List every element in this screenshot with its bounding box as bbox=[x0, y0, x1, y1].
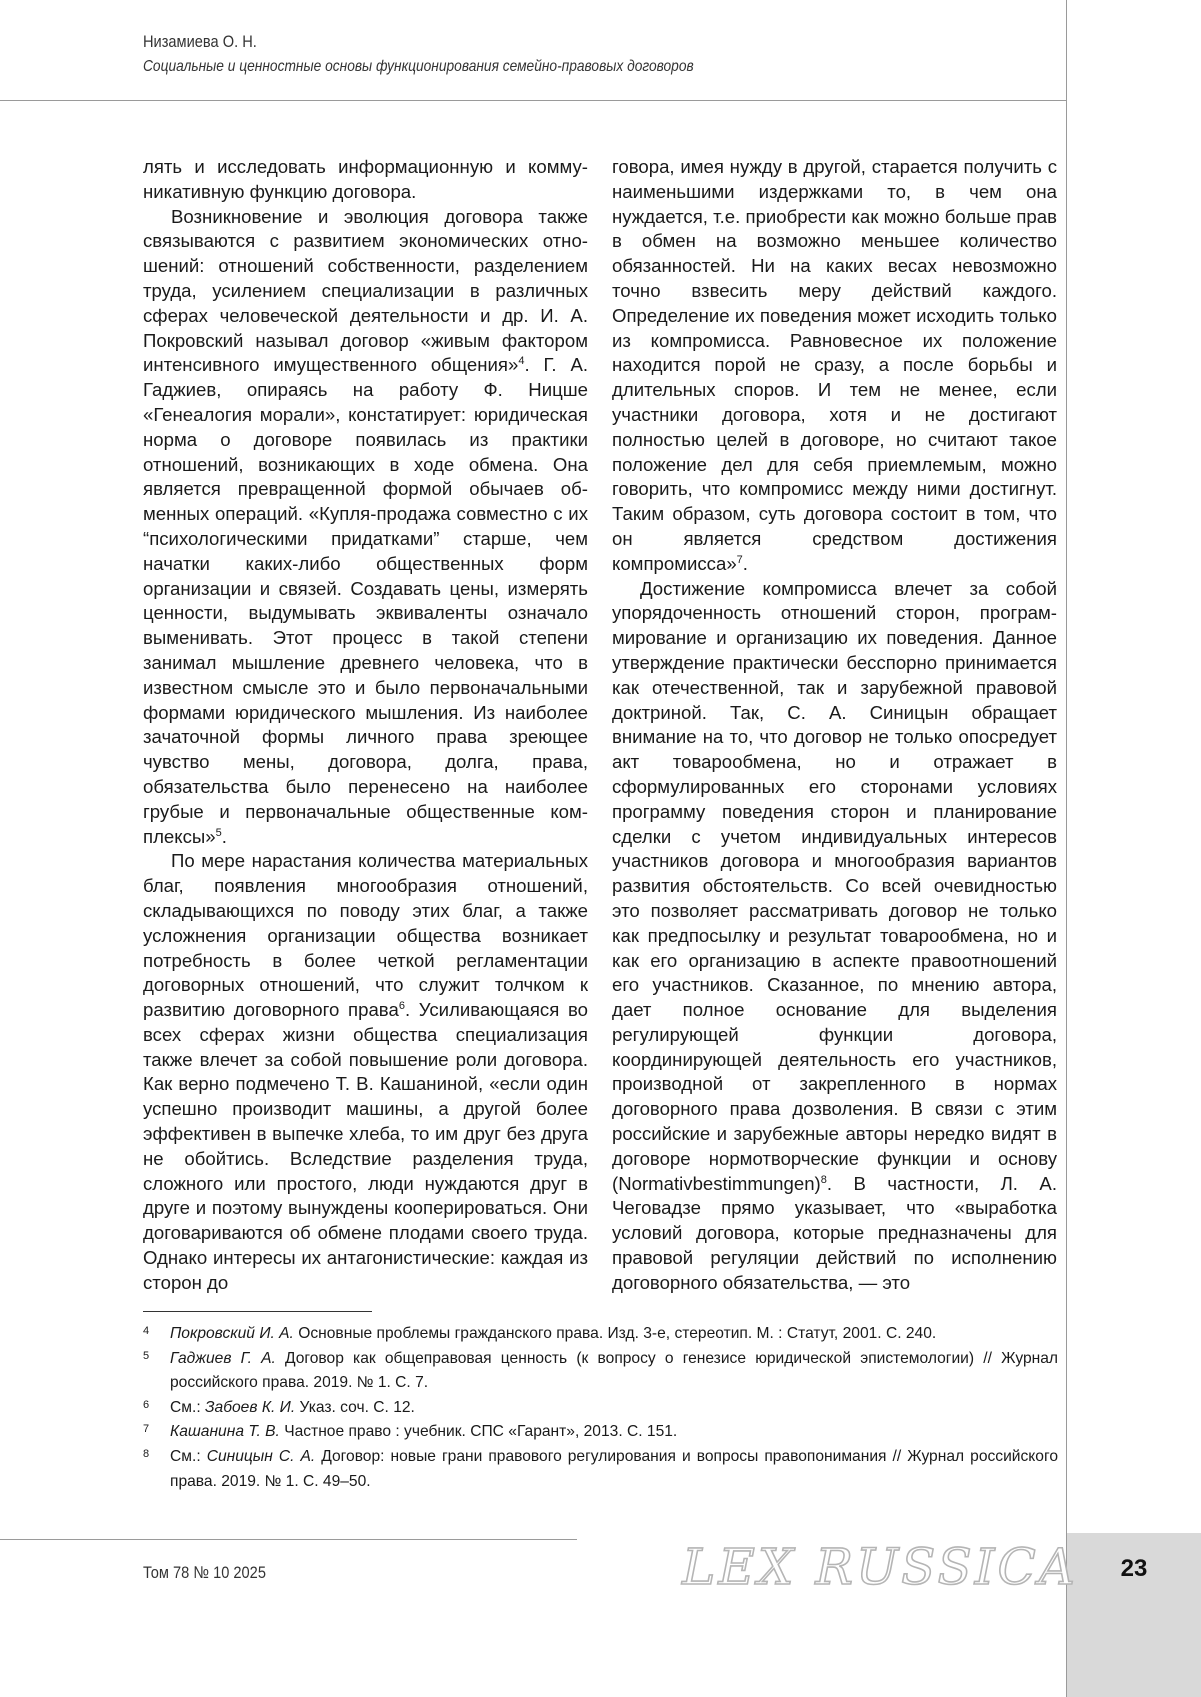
paragraph: лять и исследовать информационную и коммуникативную функцию договора. bbox=[143, 156, 588, 202]
footnote: 6 См.: Забоев К. И. Указ. соч. С. 12. bbox=[143, 1396, 1058, 1421]
footnotes bbox=[143, 1322, 1058, 1494]
page-header bbox=[0, 0, 1066, 101]
footnote-author: Забоев К. И. bbox=[204, 1398, 296, 1416]
footnote-author: Кашанина Т. В. bbox=[170, 1423, 280, 1441]
footnote: 8 См.: Синицын С. А. Договор: новые грани правового регулирования и вопросы правопонимания // Журнал российского права. 2019. № 1. С. 49–50. bbox=[143, 1445, 1058, 1494]
header-author: Низамиева О. Н. bbox=[143, 32, 257, 51]
footnote-number: 6 bbox=[143, 1398, 150, 1411]
right-margin-band bbox=[1066, 0, 1201, 1697]
footnote-ref[interactable]: 5 bbox=[215, 826, 222, 839]
footnote-author: Гаджиев Г. А. bbox=[170, 1349, 276, 1367]
paragraph: говора, имея нужду в другой, старается получить с наименьшими издержками то, в чем она нуждается, т.е. приобрести как можно больше прав в обмен на возможно меньшее количество обязанностей. Ни на каких весах невозможно точно взвесить меру действий каждого. Определение их поведения может исходить только из компромисса. Равновесное их положение находится порой не сразу, а после борьбы и длительных споров. И тем не менее, если участники договора, хотя и не достигают полностью целей в договоре, но считают такое положение дел для себя приемлемым, можно говорить, что компромисс между ними достигнут. Таким образом, суть договора состоит в том, что он является средством достижения компромисса»$^7$. bbox=[612, 156, 1057, 574]
footnote: 4 Покровский И. А. Основные проблемы гражданского права. Изд. 3-е, стереотип. М. : Статут, 2001. С. 240. bbox=[143, 1322, 1058, 1347]
issue-info: Том 78 № 10 2025 bbox=[143, 1563, 266, 1582]
right-column bbox=[612, 155, 1057, 1296]
paragraph: Достижение компромисса влечет за собой упорядоченность отношений сторон, программирование и организацию их поведения. Данное утверждение практически бесспорно принимается как отечественной, так и зарубежной правовой доктриной. Так, С. А. Синицын обращает внимание на то, что договор не только опосредует акт товарообмена, но и отражает в сформулированных его сторонами условиях программу поведения сторон и планирование сделки с учетом индивидуальных интересов участников договора и многообразия вариантов развития обстоятельств. Со всей очевидностью это позволяет рассматривать договор не только как предпосылку и результат товарообмена, но и как его организацию в аспекте правоотношений его участников. Сказанное, по мнению автора, дает полное основание для выделения регулирующей функции договора, координирующей деятельность его участников, производной от закрепленного в нормах договорного права дозволения. В связи с этим российские и зарубежные авторы нередко видят в договоре нормотворческие функции и основу (Normativbestimmungen)$^8$. В частности, Л. А. Чеговадзе прямо указывает, что «выработка условий договора, которые предназначены для правовой регуляции действий по исполнению договорного обязательства, — это bbox=[612, 577, 1057, 1293]
footnote-divider bbox=[143, 1311, 372, 1312]
footer-divider bbox=[0, 1539, 577, 1540]
footnote-author: Покровский И. А. bbox=[170, 1325, 294, 1342]
page-number-box bbox=[1067, 1533, 1201, 1697]
header-article-title: Социальные и ценностные основы функционирования семейно-правовых договоров bbox=[143, 58, 694, 75]
footnote-ref[interactable]: 6 bbox=[398, 999, 405, 1012]
left-column bbox=[143, 155, 588, 1296]
footnote-ref[interactable]: 8 bbox=[820, 1173, 827, 1186]
paragraph: Возникновение и эволюция договора также связываются с развитием экономических отношений: отношений собственности, разделением труда, усилением специализации в различных сферах человеческой деятельности и др. И. А. Покровский называл договор «живым фактором интенсивного имущественного общения»$^4$. Г. А. Гаджиев, опираясь на работу Ф. Ницше «Генеалогия морали», констатирует: юридическая норма о договоре появилась из практики отношений, возникающих в ходе обмена. Она является превращенной формой обычаев обменных операций. «Купля-продажа совместно с их “психологическими придатками” старше, чем начатки каких-либо общественных форм организации и связей. Создавать цены, измерять ценности, выдумывать эквиваленты означало выменивать. Этот процесс в такой степени занимал мышление древнего человека, что в известном смысле это и было первоначальными формами юридического мышления. Из наиболее зачаточной формы личного права зреющее чувство мены, договора, долга, права, обязательства было перенесено на наиболее грубые и первоначальные общественные комплексы»$^5$. bbox=[143, 205, 589, 847]
paragraph: По мере нарастания количества материальных благ, появления многообразия отношений, складывающихся по поводу этих благ, а также усложнения организации общества возникает потребность в более четкой регламентации договорных отношений, что служит толчком к развитию договорного права$^6$. Усиливающаяся во всех сферах жизни общества специализация также влечет за собой повышение роли договора. Как верно подмечено Т. В. Кашаниной, «если один успешно производит машины, а другой более эффективен в выпечке хлеба, то им друг без друга не обойтись. Вследствие разделения труда, сложного или простого, люди нуждаются друг в друге и поэтому вынуждены кооперироваться. Они договариваются об обмене плодами своего труда. Однако интересы их антагонистические: каждая из сторон до bbox=[143, 850, 588, 1293]
footnote-ref[interactable]: 4 bbox=[518, 355, 525, 368]
footnote: 5 Гаджиев Г. А. Договор как общеправовая ценность (к вопросу о генезисе юридической эпистемологии) // Журнал российского права. 2019. № 1. С. 7. bbox=[143, 1347, 1058, 1396]
footnote-ref[interactable]: 7 bbox=[736, 553, 743, 566]
footnote: 7 Кашанина Т. В. Частное право : учебник. СПС «Гарант», 2013. С. 151. bbox=[143, 1420, 1058, 1445]
footnote-number: 7 bbox=[143, 1423, 150, 1436]
footnote-number: 4 bbox=[143, 1325, 150, 1337]
journal-logo bbox=[682, 1536, 1078, 1600]
footnote-number: 5 bbox=[143, 1349, 150, 1362]
page-number: 23 bbox=[1120, 1555, 1148, 1582]
footnote-author: Синицын С. А. bbox=[206, 1447, 316, 1465]
footnote-number: 8 bbox=[143, 1447, 150, 1460]
journal-logo-text: LEX RUSSICA bbox=[682, 1538, 1078, 1596]
